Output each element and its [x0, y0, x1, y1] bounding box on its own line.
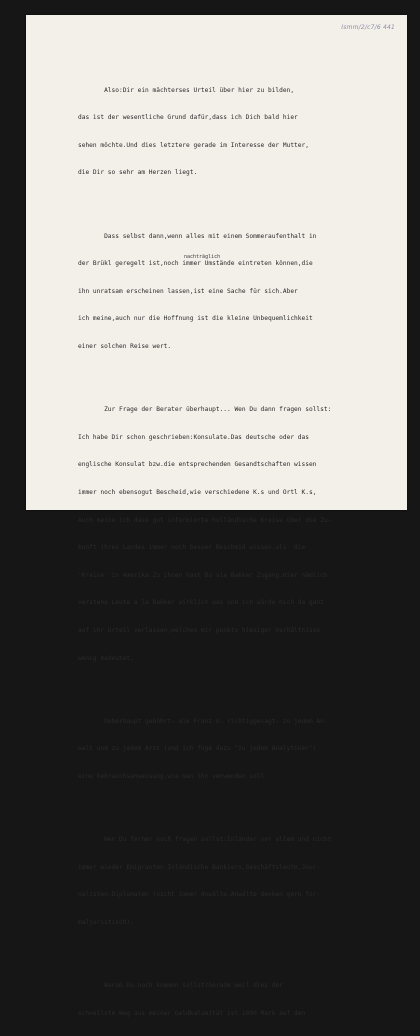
text-line: das ist der wesentliche Grund dafür,dass ich Dich bald hier — [78, 114, 298, 122]
text-line: walt und zu jedem Arzt (und ich füge dazu "zu jedem Analytiker") — [78, 745, 317, 753]
text-line: nalisten,Diplomaten (nicht immer Anwälte.Anwälte denken gern for- — [78, 891, 321, 899]
text-line: Auch meine ich dass gut informierte holländische Kreise über die Zu- — [78, 516, 332, 524]
text-line: Warum Du noch kommen sollst?Gerade weil dies der — [78, 982, 283, 990]
text-line: schnellste Weg aus meiner Geldkalamität ist.1000 Mark auf den — [78, 1009, 306, 1017]
text-line: kunft ihres Landes immer noch besser Bescheid wissen,als die — [78, 544, 306, 552]
text-line: verstehe Leute a la Bakker wirklich was und ich würde mich da ganz — [78, 599, 324, 607]
text-line: Also:Dir ein mächterses Urteil über hier zu bilden, — [78, 86, 295, 94]
text-line: sehen möchte.Und dies letztere gerade im Interesse der Mutter, — [78, 141, 309, 149]
text-line: der Brükl geregelt ist,noch immer Umstände eintreten können,die — [78, 260, 313, 268]
text-line: einer solchen Reise wert. — [78, 342, 172, 350]
text-line: Zur Frage der Berater überhaupt... Wen Du dann fragen sollst: — [78, 406, 332, 414]
text-line: Ich habe Dir schon geschrieben:Konsulate.Das deutsche oder das — [78, 433, 309, 441]
text-line: maljuristisch). — [78, 918, 134, 926]
letter-body — [78, 58, 398, 1036]
text-line-with-insertion — [78, 254, 398, 268]
text-line: Ueberhaupt gebührt- wie Franz U. richtiggesagt- zu jedem An- — [78, 717, 328, 725]
text-line: wenig bedeutet. — [78, 654, 134, 662]
text-line: immer noch ebensogut Bescheid,wie verschiedene K.s und Ortl K.s, — [78, 488, 317, 496]
handwritten-insertion: nachträglich — [184, 254, 221, 261]
text-line: 'Kreise' in Amerika.Zu ihnen hast Du via Bakker Zugang.Hier nämlich — [78, 571, 328, 579]
text-line: eine Gebrauchsanweisung,wie man ihn verwenden soll. — [78, 772, 268, 780]
text-line: immer wieder Emigranten.Inländische Bankiers,Geschäftsleute,Jour- — [78, 863, 321, 871]
text-line: ich meine,auch nur die Hoffnung ist die kleine Unbequemlichkeit — [78, 315, 313, 323]
text-line: Wen Du ferner noch fragen sollst:Inländer vor allem und nicht — [78, 836, 332, 844]
text-line: ihn unratsam erscheinen lassen,ist eine Sache für sich.Aber — [78, 287, 298, 295]
archive-reference: Ismm/2/c7/6 441 — [341, 24, 395, 31]
text-line: Dass selbst dann,wenn alles mit einem Sommeraufenthalt in — [78, 232, 317, 240]
text-line: auf ihr Urteil verlassen,welches mir punkto hiesiger Verhältnisse — [78, 626, 321, 634]
text-line: englische Konsulat bzw.die entsprechenden Gesandtschaften wissen — [78, 461, 317, 469]
text-line: die Dir so sehr am Herzen liegt. — [78, 169, 198, 177]
document-page — [26, 15, 407, 1017]
